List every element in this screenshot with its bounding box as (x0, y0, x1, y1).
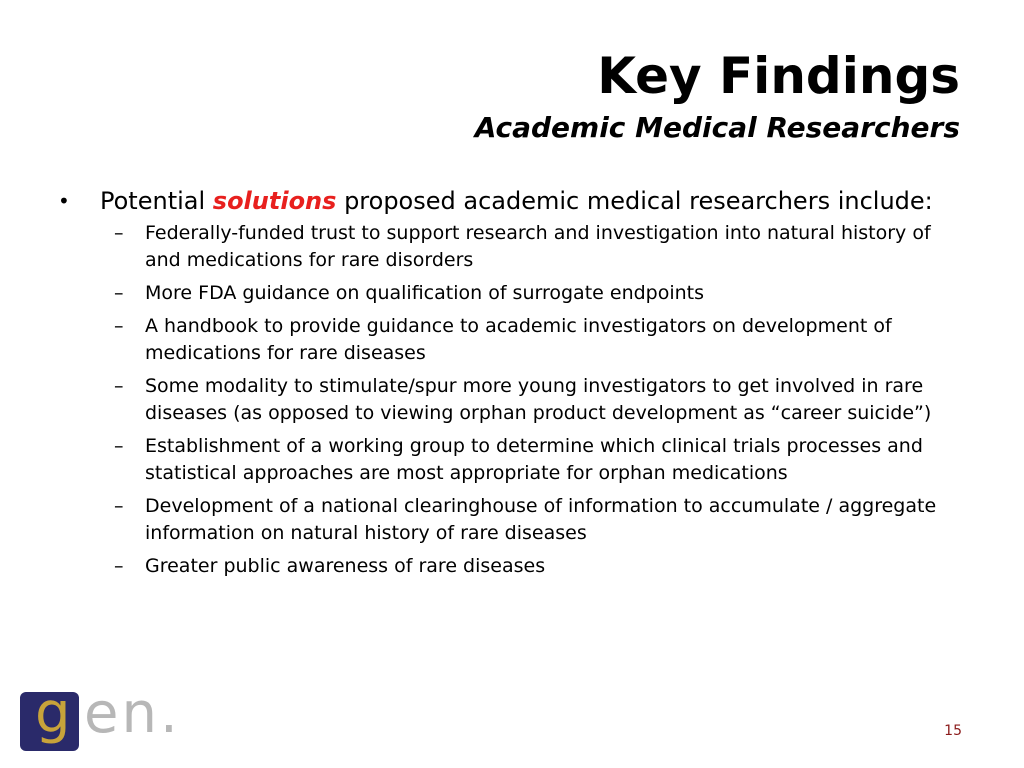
bullet-text-start: Potential (100, 187, 213, 215)
slide-title: Key Findings (597, 47, 960, 105)
dash-marker: – (114, 222, 124, 244)
page-number: 15 (944, 723, 962, 739)
sub-bullet-item (58, 280, 968, 307)
gen-logo (20, 681, 220, 752)
sub-bullet-item (58, 313, 968, 367)
slide-content (58, 184, 968, 586)
dash-marker: – (114, 375, 124, 397)
sub-bullet-item (58, 373, 968, 427)
logo-letter-g: g (35, 681, 71, 746)
sub-bullet-item (58, 553, 968, 580)
bullet-marker: • (58, 189, 70, 213)
emphasized-word: solutions (212, 187, 337, 215)
sub-bullet-text: Development of a national clearinghouse of information to accumulate / aggregate information on natural history of rare diseases (145, 495, 937, 544)
logo-letters-rest: en. (84, 681, 181, 746)
bullet-text-end: proposed academic medical researchers include: (336, 187, 933, 215)
dash-marker: – (114, 315, 124, 337)
sub-bullet-text: Federally-funded trust to support research and investigation into natural history of and medications for rare disorders (145, 222, 931, 271)
sub-bullet-item (58, 220, 968, 274)
sub-bullet-text: Some modality to stimulate/spur more young investigators to get involved in rare diseases (as opposed to viewing orphan product development as “career suicide”) (145, 375, 932, 424)
dash-marker: – (114, 555, 124, 577)
sub-bullet-text: A handbook to provide guidance to academic investigators on development of medications for rare diseases (145, 315, 892, 364)
dash-marker: – (114, 435, 124, 457)
sub-bullet-list (58, 220, 968, 580)
sub-bullet-item (58, 433, 968, 487)
dash-marker: – (114, 495, 124, 517)
sub-bullet-text: More FDA guidance on qualification of surrogate endpoints (145, 282, 705, 304)
sub-bullet-item (58, 493, 968, 547)
sub-bullet-text: Greater public awareness of rare diseases (145, 555, 546, 577)
dash-marker: – (114, 282, 124, 304)
title-block (475, 42, 960, 146)
sub-bullet-text: Establishment of a working group to determine which clinical trials processes and statistical approaches are most appropriate for orphan medications (145, 435, 923, 484)
main-bullet (58, 184, 968, 218)
slide-subtitle: Academic Medical Researchers (474, 111, 960, 144)
main-bullet-text (100, 184, 968, 218)
